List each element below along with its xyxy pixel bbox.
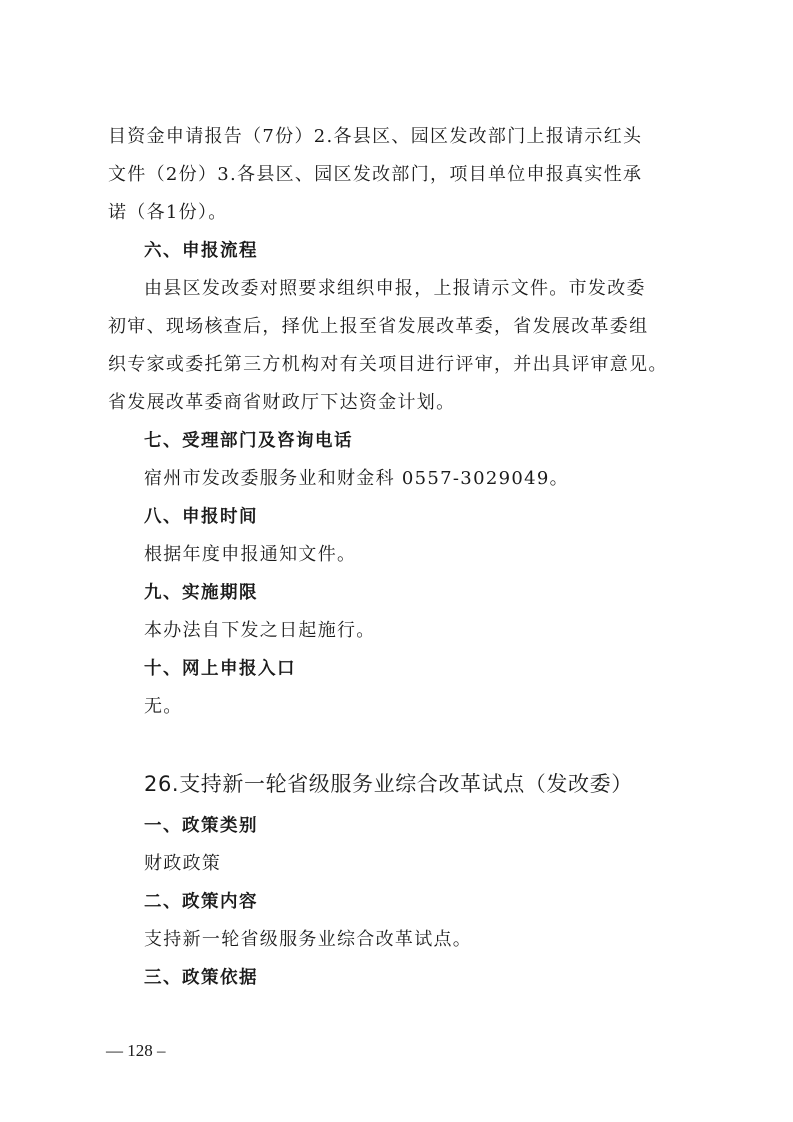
section-heading: 二、政策内容: [144, 892, 258, 912]
section-heading: 八、申报时间: [144, 507, 258, 527]
body-text-line: 省发展改革委商省财政厅下达资金计划。: [108, 392, 456, 413]
policy-title: 26.支持新一轮省级服务业综合改革试点（发改委）: [144, 772, 633, 796]
body-text-line: 宿州市发改委服务业和财金科 0557-3029049。: [144, 468, 569, 489]
section-heading: 六、申报流程: [144, 241, 258, 261]
body-text-line: 支持新一轮省级服务业综合改革试点。: [144, 929, 473, 950]
section-heading: 七、受理部门及咨询电话: [144, 431, 353, 451]
body-text-line: 织专家或委托第三方机构对有关项目进行评审，并出具评审意见。: [108, 354, 668, 375]
body-text-line: 无。: [144, 696, 183, 717]
body-text-line: 本办法自下发之日起施行。: [144, 620, 376, 641]
body-text-line: 由县区发改委对照要求组织申报，上报请示文件。市发改委: [144, 278, 646, 299]
body-text-line: 初审、现场核查后，择优上报至省发展改革委，省发展改革委组: [108, 316, 649, 337]
body-text-line: 文件（2份）3.各县区、园区发改部门，项目单位申报真实性承: [108, 164, 643, 185]
section-heading: 三、政策依据: [144, 968, 258, 988]
section-heading: 九、实施期限: [144, 583, 258, 603]
body-text-line: 目资金申请报告（7份）2.各县区、园区发改部门上报请示红头: [108, 126, 643, 147]
page-number: — 128 –: [106, 1041, 166, 1060]
section-heading: 十、网上申报入口: [144, 659, 296, 679]
body-text-line: 财政政策: [144, 853, 222, 874]
body-text-line: 根据年度申报通知文件。: [144, 544, 357, 565]
body-text-line: 诺（各1份）。: [108, 202, 228, 223]
section-heading: 一、政策类别: [144, 816, 258, 836]
